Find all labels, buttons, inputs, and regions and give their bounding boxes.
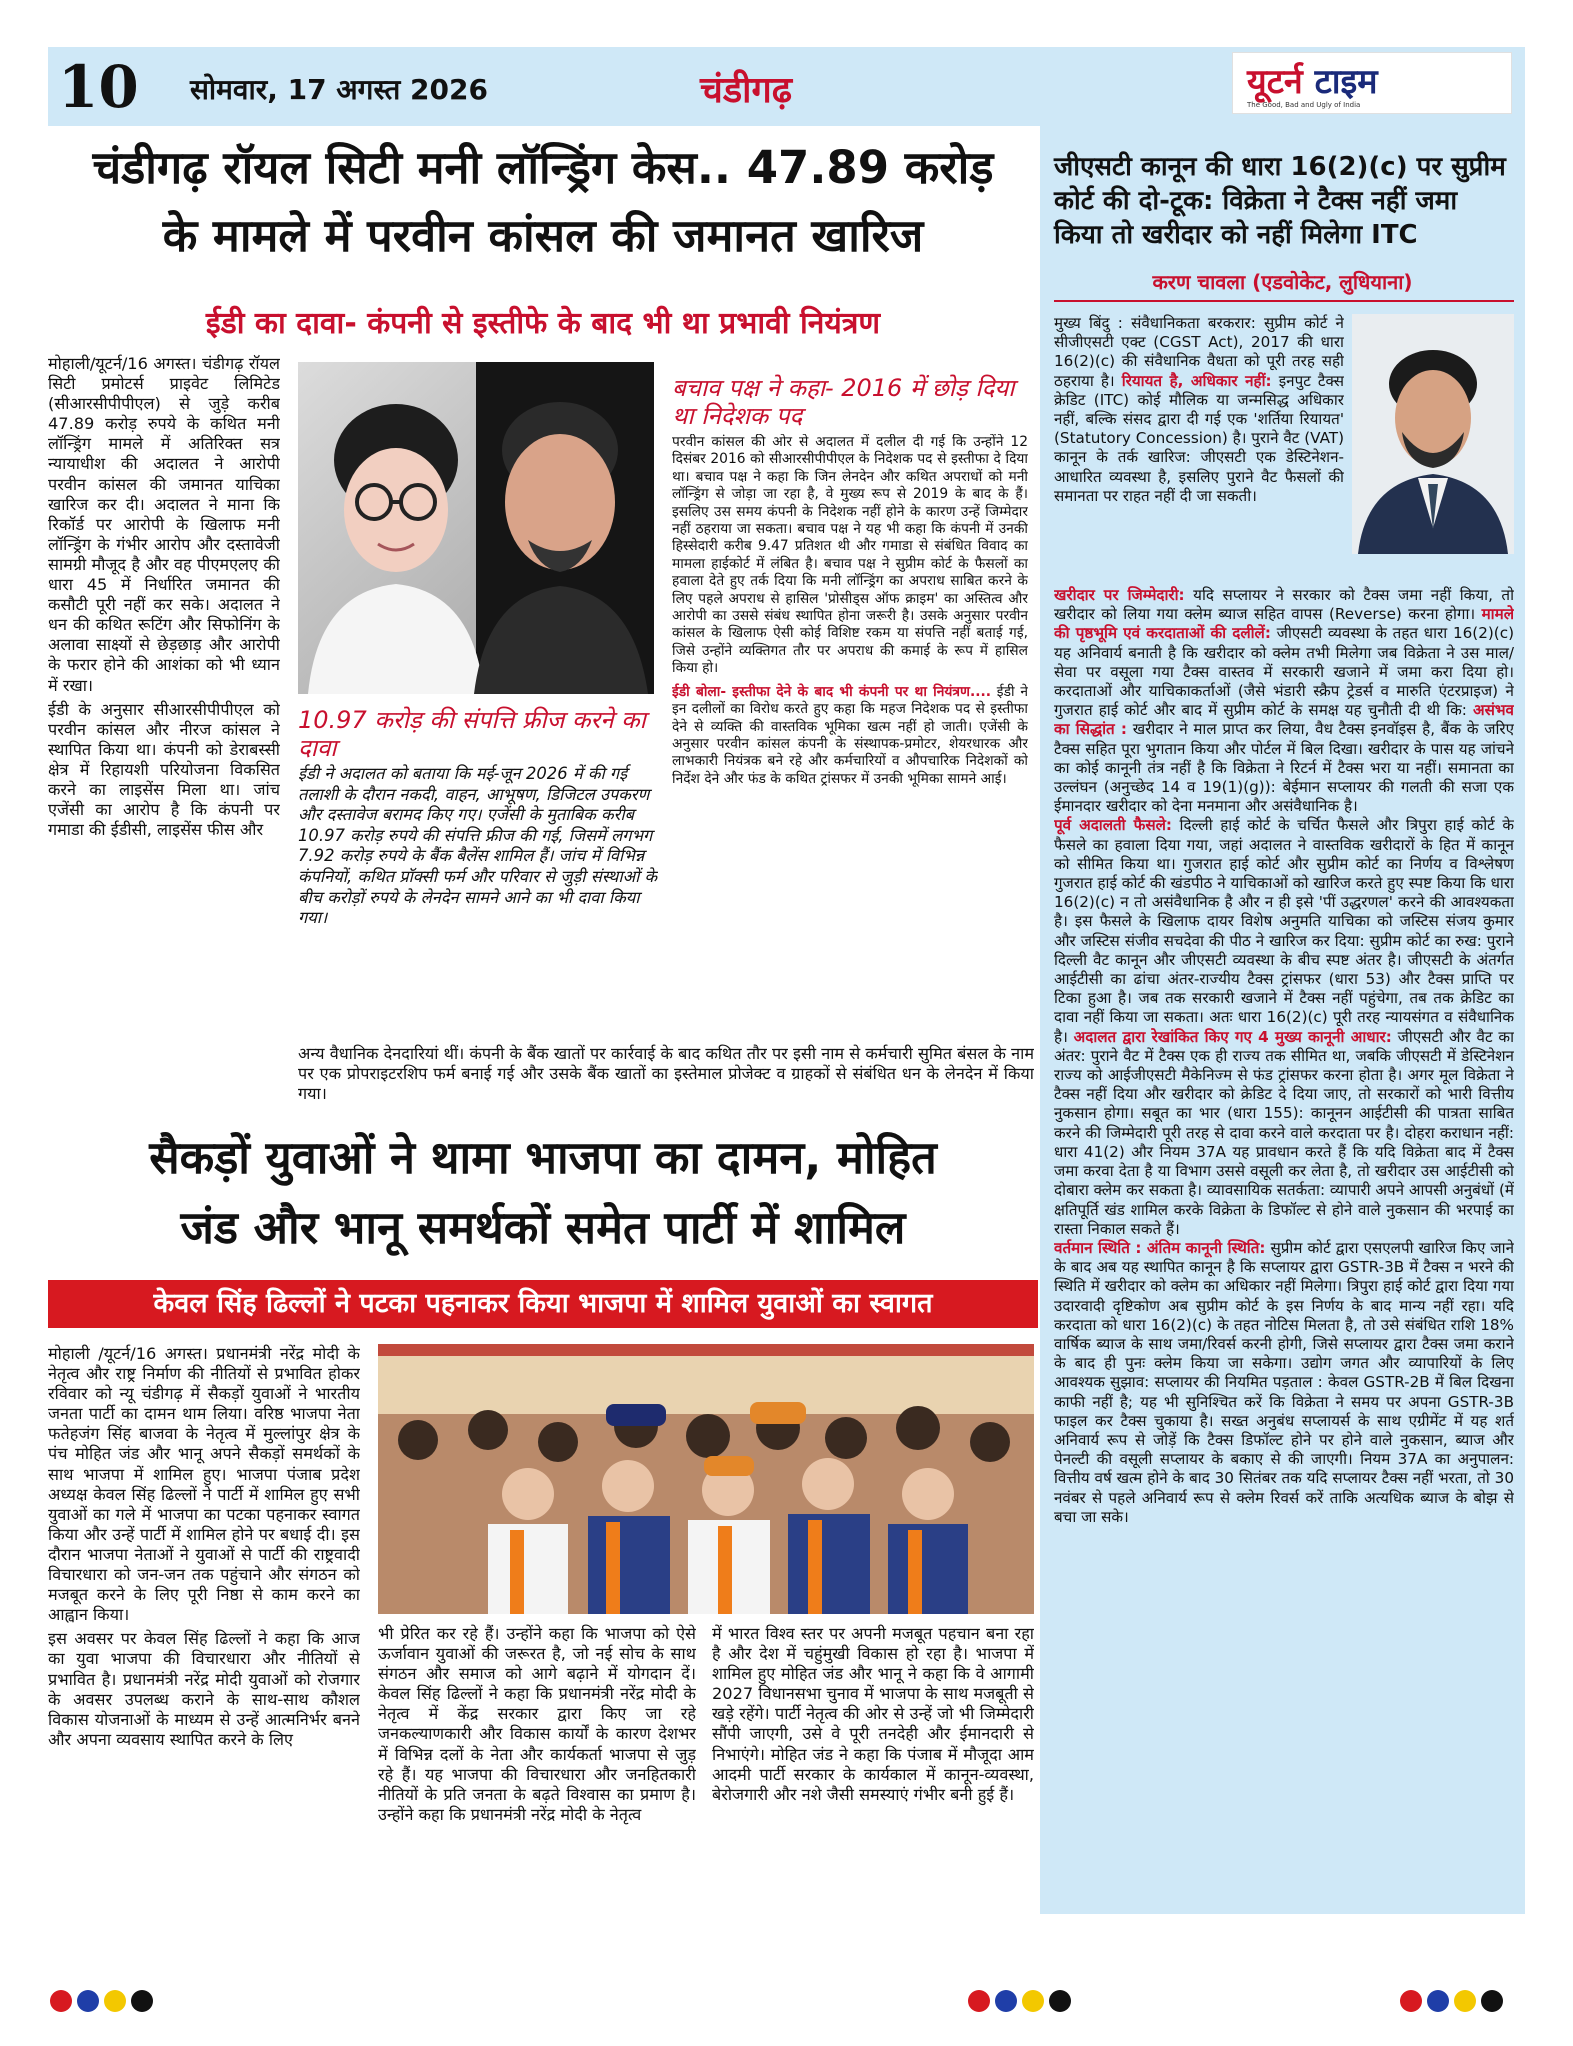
dateline: सोमवार, 17 अगस्त 2026 [190,73,488,106]
story1-column1 [48,354,280,1106]
story1-freeze-body: ईडी ने अदालत को बताया कि मई-जून 2026 में की गई तलाशी के दौरान नकदी, वाहन, आभूषण, डिजिटल उपकरण और दस्तावेज बरामद किए गए। एजेंसी के मुताबिक करीब 10.97 करोड़ रुपये की संपत्ति फ्रीज की गई, जिसमें लगभग 7.92 करोड़ रुपये के बैंक बैलेंस शामिल हैं। जांच में विभिन्न कंपनियों, कथित प्रॉक्सी फर्म और परिवार से जुड़ी संस्थाओं के बीच करोड़ों रुपये के लेनदेन सामने आने का भी दावा किया गया। [298,764,658,928]
registration-dot [1049,1990,1071,2012]
story1-continuation: अन्य वैधानिक देनदारियां थीं। कंपनी के बैंक खातों पर कार्रवाई के बाद कथित तौर पर इसी नाम से कर्मचारी सुमित बंसल के नाम पर एक प्रोपराइटरशिप फर्म बनाई गई और उसके बैंक खातों का इस्तेमाल प्रोजेक्ट व ग्राहकों से संबंधित धन के लेनदेन में किया गया। [298,1044,1034,1104]
registration-dot [104,1990,126,2012]
sidebar-p2c-red: असंभव का सिद्धांत : [1054,701,1514,739]
logo-text-b: टाइम [1302,62,1378,102]
author-portrait [1352,314,1514,554]
sidebar-intro [1054,314,1344,584]
story2-group-photo [378,1344,1034,1614]
sidebar-p2b-red: मामले की पृष्ठभूमि एवं करदाताओं की दलीलें: [1054,605,1514,643]
registration-dot [1427,1990,1449,2012]
footer-bar [48,1984,1525,2020]
sidebar-p5: सुप्रीम कोर्ट द्वारा एसएलपी खारिज किए जाने के बाद अब यह स्थापित कानून है कि सप्लायर द्वारा GSTR-3B में टैक्स न भरने की स्थिति में खरीदार को क्लेम का अधिकार नहीं मिलेगा। त्रिपुरा हाई कोर्ट द्वारा दिया गया उदारवादी दृष्टिकोण अब सुप्रीम कोर्ट के इस निर्णय के बाद मान्य नहीं रहा। यदि करदाता को धारा 16(2)(c) के तहत नोटिस मिलता है, तो उसे संबंधित राशि 18% वार्षिक ब्याज के साथ जमा/रिवर्स करनी होगी, जिसे सप्लायर द्वारा टैक्स जमा कराने के बाद ही पुनः क्लेम किया जा सकेगा। उद्योग जगत और व्यापारियों के लिए आवश्यक सुझाव: सप्लायर की नियमित पड़ताल : केवल GSTR-2B में बिल दिखना काफी नहीं है; यह भी सुनिश्चित करें कि विक्रेता ने समय पर अपना GSTR-3B फाइल कर टैक्स चुकाया है। सख्त अनुबंध सप्लायर्स के साथ एग्रीमेंट में यह शर्त अनिवार्य रूप से जोड़ें कि टैक्स डिफॉल्ट होने पर होने वाले नुकसान, ब्याज और पेनल्टी की वसूली सप्लायर के बकाए से की जाएगी। नियम 37A का अनुपालन: वित्तीय वर्ष खत्म होने के बाद 30 सितंबर तक यदि सप्लायर टैक्स नहीं भरता, तो 30 नवंबर से पहले अनिवार्य रूप से क्लेम रिवर्स करें ताकि अत्यधिक ब्याज के बोझ से बचा जा सके। [1054,1238,1514,1526]
sidebar-p3: दिल्ली हाई कोर्ट के चर्चित फैसले और त्रिपुरा हाई कोर्ट के फैसले का हवाला दिया गया, जहां अदालत ने वास्तविक खरीदारों के हित में कानून को सीमित किया था। गुजरात हाई कोर्ट और सुप्रीम कोर्ट का निर्णय व विश्लेषण गुजरात हाई कोर्ट की खंडपीठ ने याचिकाओं को खारिज करते हुए स्पष्ट किया कि धारा 16(2)(c) न तो असंवैधानिक है और न ही इसे 'पीं उद्धरणल' करने की आवश्यकता है। इस फैसले के खिलाफ दायर विशेष अनुमति याचिका को जस्टिस संजय कुमार और जस्टिस संजीव सचदेवा की पीठ ने खारिज कर दिया: सुप्रीम कोर्ट का रुख: पुराने दिल्ली वैट कानून और जीएसटी व्यवस्था के बीच स्पष्ट अंतर है। जीएसटी के अंतर्गत आईटीसी का ढांचा अंतर-राज्यीय टैक्स ट्रांसफर (धारा 53) और टैक्स प्राप्ति पर टिका हुआ है। जब तक सरकारी खजाने में टैक्स नहीं पहुंचेगा, तब तक क्रेडिट का दावा नहीं किया जा सकता। अतः धारा 16(2)(c) पूरी तरह न्यायसंगत व संवैधानिक है। [1054,816,1514,1046]
sidebar-p3-red: पूर्व अदालती फैसले: [1054,816,1172,835]
story2-banner [48,1280,1038,1328]
registration-dot [995,1990,1017,2012]
sidebar-p2b: जीएसटी व्यवस्था के तहत धारा 16(2)(c) यह अनिवार्य बनाती है कि खरीदार को क्लेम तभी मिलेगा जब विक्रेता ने उस माल/सेवा पर वसूला गया टैक्स वास्तव में सरकारी खजाने में जमा करा दिया हो। करदाताओं और याचिकाकर्ताओं (जैसे भंडारी स्क्रैप ट्रेडर्स व मारुति एंटरप्राइज) ने गुजरात हाई कोर्ट और बाद में सुप्रीम कोर्ट के समक्ष यह चुनौती दी थी कि: [1054,624,1514,720]
registration-dot [50,1990,72,2012]
sidebar-author: करण चावला (एडवोकेट, लुधियाना) [1152,270,1413,294]
footer-dots-right [1400,1990,1508,2016]
story1-headline-line1: चंडीगढ़ रॉयल सिटी मनी लॉन्ड्रिंग केस.. 47.89 करोड़ [92,141,994,194]
sidebar-divider [1054,300,1514,302]
registration-dot [1481,1990,1503,2012]
story1-col1-text: मोहाली/यूटर्न/16 अगस्त। चंडीगढ़ रॉयल सिटी प्रमोटर्स प्राइवेट लिमिटेड (सीआरसीपीपीएल) से जुड़े करीब 47.89 करोड़ रुपये के कथित मनी लॉन्ड्रिंग मामले में अतिरिक्त सत्र न्यायाधीश की अदालत ने आरोपी परवीन कांसल की जमानत याचिका खारिज कर दी। अदालत ने माना कि रिकॉर्ड पर आरोपी के खिलाफ मनी लॉन्ड्रिंग के गंभीर आरोप और दस्तावेजी सामग्री मौजूद है और वह पीएमएलए की धारा 45 में निर्धारित जमानत की कसौटी पूरी नहीं कर सके। अदालत ने धन की कथित रूटिंग और सिफोनिंग के अलावा साक्ष्यों से छेड़छाड़ और आरोपी के फरार होने की आशंका को भी ध्यान में रखा। [48,354,280,695]
registration-dot [1400,1990,1422,2012]
registration-dot [131,1990,153,2012]
story2-banner-text: केवल सिंह ढिल्लों ने पटका पहनाकर किया भाजपा में शामिल युवाओं का स्वागत [153,1288,933,1319]
sidebar-p1b: इनपुट टैक्स क्रेडिट (ITC) कोई मौलिक या जन्मसिद्ध अधिकार नहीं, बल्कि संसद द्वारा दी गई एक 'शर्तिया रियायत' (Statutory Concession) है। पुराने वैट (VAT) कानून के तर्क खारिज: जीएसटी एक डेस्टिनेशन-आधारित व्यवस्था है, इसलिए पुराने वैट फैसलों की समानता पर राहत नहीं दी जा सकती। [1054,371,1344,505]
section-name: चंडीगढ़ [700,70,792,111]
sidebar-p1-red: रियायत है, अधिकार नहीं: [1121,371,1272,390]
logo-text-a: यूटर्न [1247,62,1303,102]
story1-ed-lead: ईडी बोला- इस्तीफा देने के बाद भी कंपनी पर था नियंत्रण.... [672,683,991,700]
story2-photo-illustration [378,1344,1034,1614]
story1-headline-line2: के मामले में परवीन कांसल की जमानत खारिज [162,209,924,262]
sidebar-body [1054,586,1514,1906]
registration-dot [77,1990,99,2012]
logo-tagline: The Good, Bad and Ugly of India [1247,101,1361,109]
story1-photo-illustration [298,362,654,694]
story1-defence-heading: बचाव पक्ष ने कहा- 2016 में छोड़ दिया था निदेशक पद [672,374,1015,430]
story1-ed-body: ईडी ने इन दलीलों का विरोध करते हुए कहा कि महज निदेशक पद से इस्तीफा देने से व्यक्ति की वास्तविक भूमिका खत्म नहीं हो जाती। एजेंसी के अनुसार परवीन कांसल कंपनी के संस्थापक-प्रमोटर, शेयरधारक और लाभकारी नियंत्रक बने रहे और कर्मचारियों व औपचारिक निदेशकों को निर्देश देने और फंड के कथित ट्रांसफर में उनकी भूमिका सामने आई। [672,683,1028,787]
story2-col1b-text: इस अवसर पर केवल सिंह ढिल्लों ने कहा कि आज का युवा भाजपा की विचारधारा और नीतियों से प्रभावित है। प्रधानमंत्री नरेंद्र मोदी युवाओं को रोजगार के अवसर उपलब्ध कराने के साथ-साथ कौशल विकास योजनाओं के माध्यम से उन्हें आत्मनिर्भर बनने और अपना व्यवसाय स्थापित करने के लिए [48,1629,360,1749]
sidebar-p2-red: खरीदार पर जिम्मेदारी: [1054,586,1185,604]
sidebar-p5-red: वर्तमान स्थिति : अंतिम कानूनी स्थिति: [1054,1238,1266,1257]
registration-dot [1454,1990,1476,2012]
story1-defence-column [672,434,1028,1050]
sidebar-headline: जीएसटी कानून की धारा 16(2)(c) पर सुप्रीम कोर्ट की दो-टूक: विक्रेता ने टैक्स नहीं जमा किया तो खरीदार को नहीं मिलेगा ITC [1054,152,1506,250]
logo-wordmark [1247,57,1378,103]
story1-subhead: ईडी का दावा- कंपनी से इस्तीफे के बाद भी था प्रभावी नियंत्रण [205,306,881,341]
registration-dot [1022,1990,1044,2012]
footer-dots-center [968,1990,1076,2016]
story2-headline-line1: सैकड़ों युवाओं ने थामा भाजपा का दामन, मोहित [149,1131,937,1184]
sidebar-p2: यदि सप्लायर ने सरकार को टैक्स जमा नहीं किया, तो खरीदार को लिया गया क्लेम ब्याज सहित वापस (Reverse) करना होगा। [1054,586,1514,624]
footer-dots-left [50,1990,158,2016]
sidebar-author-photo [1352,314,1514,554]
story1-col1b-text: ईडी के अनुसार सीआरसीपीपीएल को परवीन कांसल और नीरज कांसल ने स्थापित किया था। कंपनी को डेराबस्सी क्षेत्र में रिहायशी परियोजना विकसित करने का लाइसेंस मिला था। जांच एजेंसी का आरोप है कि कंपनी पर गमाडा की ईडीसी, लाइसेंस फीस और [48,699,280,840]
story1-photo [298,362,654,694]
sidebar-p4: जीएसटी और वैट का अंतर: पुराने वैट में टैक्स एक ही राज्य तक सीमित था, जबकि जीएसटी में डेस्टिनेशन राज्य को आईजीएसटी मैकेनिज्म से फंड ट्रांसफर करना होता है। अगर मूल विक्रेता ने टैक्स नहीं दिया और खरीदार को क्रेडिट दे दिया जाए, तो सरकारों को भारी वित्तीय नुकसान होगा। सबूत का भार (धारा 155): कानूनन आईटीसी की पात्रता साबित करने की जिम्मेदारी पूरी तरह से दावा करने वाले करदाता पर है। दोहरा कराधान नहीं: धारा 41(2) और नियम 37A यह प्रावधान करते हैं कि यदि विक्रेता बाद में टैक्स जमा करवा देता है या विभाग उससे वसूली कर लेता है, तो खरीदार उस आईटीसी को दोबारा क्लेम कर सकता है। व्यावसायिक सतर्कता: व्यापारी अपने आपसी अनुबंधों (में क्षतिपूर्ति खंड शामिल करके विक्रेता के डिफॉल्ट से होने वाले नुकसान की भरपाई का रास्ता निकाल सकते हैं। [1054,1027,1514,1238]
page-number: 10 [58,53,139,121]
sidebar-p4-red: अदालत द्वारा रेखांकित किए गए 4 मुख्य कानूनी आधार: [1073,1027,1392,1046]
story2-column1 [48,1344,360,1910]
story2-column2: भी प्रेरित कर रहे हैं। उन्होंने कहा कि भाजपा को ऐसे ऊर्जावान युवाओं की जरूरत है, जो नई सोच के साथ संगठन और समाज को आगे बढ़ाने में योगदान दें। केवल सिंह ढिल्लों ने कहा कि प्रधानमंत्री नरेंद्र मोदी के नेतृत्व में केंद्र सरकार द्वारा किए जा रहे जनकल्याणकारी और विकास कार्यों के कारण देशभर में विभिन्न दलों के नेता और कार्यकर्ता भाजपा से जुड़ रहे हैं। यह भाजपा की विचारधारा और जनहितकारी नीतियों के प्रति जनता के बढ़ते विश्वास का प्रमाण है। उन्होंने कहा कि प्रधानमंत्री नरेंद्र मोदी के नेतृत्व [378,1624,696,1824]
sidebar-p2c: खरीदार ने माल प्राप्त कर लिया, वैध टैक्स इनवॉइस है, बैंक के जरिए टैक्स सहित पूरा भुगतान किया और पोर्टल में बिल दिखा। खरीदार के पास यह जांचने का कोई कानूनी तंत्र नहीं है कि विक्रेता ने रिटर्न में टैक्स भरा या नहीं। समानता का उल्लंघन (अनुच्छेद 14 व 19(1)(g)): बेईमान सप्लायर की गलती की सजा एक ईमानदार खरीदार को देना मनमाना और असंवैधानिक है। [1054,720,1514,816]
story2-headline-line2: जंड और भानू समर्थकों समेत पार्टी में शामिल [180,1201,906,1254]
story2-col1-text: मोहाली /यूटर्न/16 अगस्त। प्रधानमंत्री नरेंद्र मोदी के नेतृत्व और राष्ट्र निर्माण की नीतियों से प्रभावित होकर रविवार को न्यू चंडीगढ़ में सैकड़ों युवाओं ने भारतीय जनता पार्टी का दामन थाम लिया। वरिष्ठ भाजपा नेता फतेहजंग सिंह बाजवा के नेतृत्व में मुल्लांपुर क्षेत्र के पंच मोहित जंड और भानू अपने सैकड़ों समर्थकों के साथ भाजपा में शामिल हुए। भाजपा पंजाब प्रदेश अध्यक्ष केवल सिंह ढिल्लों ने पार्टी में शामिल हुए सभी युवाओं का गले में भाजपा का पटका पहनाकर स्वागत किया और उन्हें पार्टी में शामिल होने पर बधाई दी। इस दौरान भाजपा नेताओं ने युवाओं से पार्टी की राष्ट्रवादी विचारधारा को जन-जन तक पहुंचाने और संगठन को मजबूत करने के लिए पूरी निष्ठा से काम करने का आह्वान किया। [48,1344,360,1625]
story1-defence-body: परवीन कांसल की ओर से अदालत में दलील दी गई कि उन्होंने 12 दिसंबर 2016 को सीआरसीपीपीएल के निदेशक पद से इस्तीफा दे दिया था। बचाव पक्ष ने कहा कि जिन लेनदेन और कथित अपराधों को मनी लॉन्ड्रिंग से जोड़ा जा रहा है, वे मुख्य रूप से 2019 के बाद के हैं। इसलिए उस समय कंपनी के निदेशक नहीं होने के कारण उन्हें जिम्मेदार नहीं ठहराया जा सकता। बचाव पक्ष ने यह भी कहा कि कंपनी में उनकी हिस्सेदारी करीब 9.47 प्रतिशत थी और गमाडा से संबंधित विवाद का मामला हाईकोर्ट में लंबित है। बचाव पक्ष ने सुप्रीम कोर्ट के फैसलों का हवाला देते हुए तर्क दिया कि मनी लॉन्ड्रिंग का अपराध साबित करने के लिए पहले अपराध से हासिल 'प्रोसीड्स ऑफ क्राइम' का अस्तित्व और आरोपी का उससे संबंध स्थापित होना जरूरी है। उसके अनुसार परवीन कांसल के खिलाफ ऐसी कोई विशिष्ट रकम या संपत्ति नहीं बताई गई, जिसे उन्होंने व्यक्तिगत तौर पर अपराध की कमाई के रूप में हासिल किया हो। [672,434,1028,677]
story1-freeze-heading: 10.97 करोड़ की संपत्ति फ्रीज करने का दावा [298,706,646,762]
story2-column3: में भारत विश्व स्तर पर अपनी मजबूत पहचान बना रहा है और देश में चहुंमुखी विकास हो रहा है। भाजपा में शामिल हुए मोहित जंड और भानू ने कहा कि वे आगामी 2027 विधानसभा चुनाव में भाजपा के साथ मजबूती से खड़े रहेंगे। पार्टी नेतृत्व की ओर से उन्हें जो भी जिम्मेदारी सौंपी जाएगी, उसे वे पूरी तनदेही और ईमानदारी से निभाएंगे। मोहित जंड ने कहा कि पंजाब में मौजूदा आम आदमी पार्टी सरकार के कार्यकाल में कानून-व्यवस्था, बेरोजगारी और नशे जैसी समस्याएं गंभीर बनी हुई हैं। [712,1624,1034,1804]
sidebar-p1: मुख्य बिंदु : संवैधानिकता बरकरार: सुप्रीम कोर्ट ने सीजीएसटी एक्ट (CGST Act), 2017 की धारा 16(2)(c) की संवैधानिक वैधता को पूरी तरह सही ठहराया है। [1054,314,1344,390]
registration-dot [968,1990,990,2012]
newspaper-logo [1232,52,1512,114]
